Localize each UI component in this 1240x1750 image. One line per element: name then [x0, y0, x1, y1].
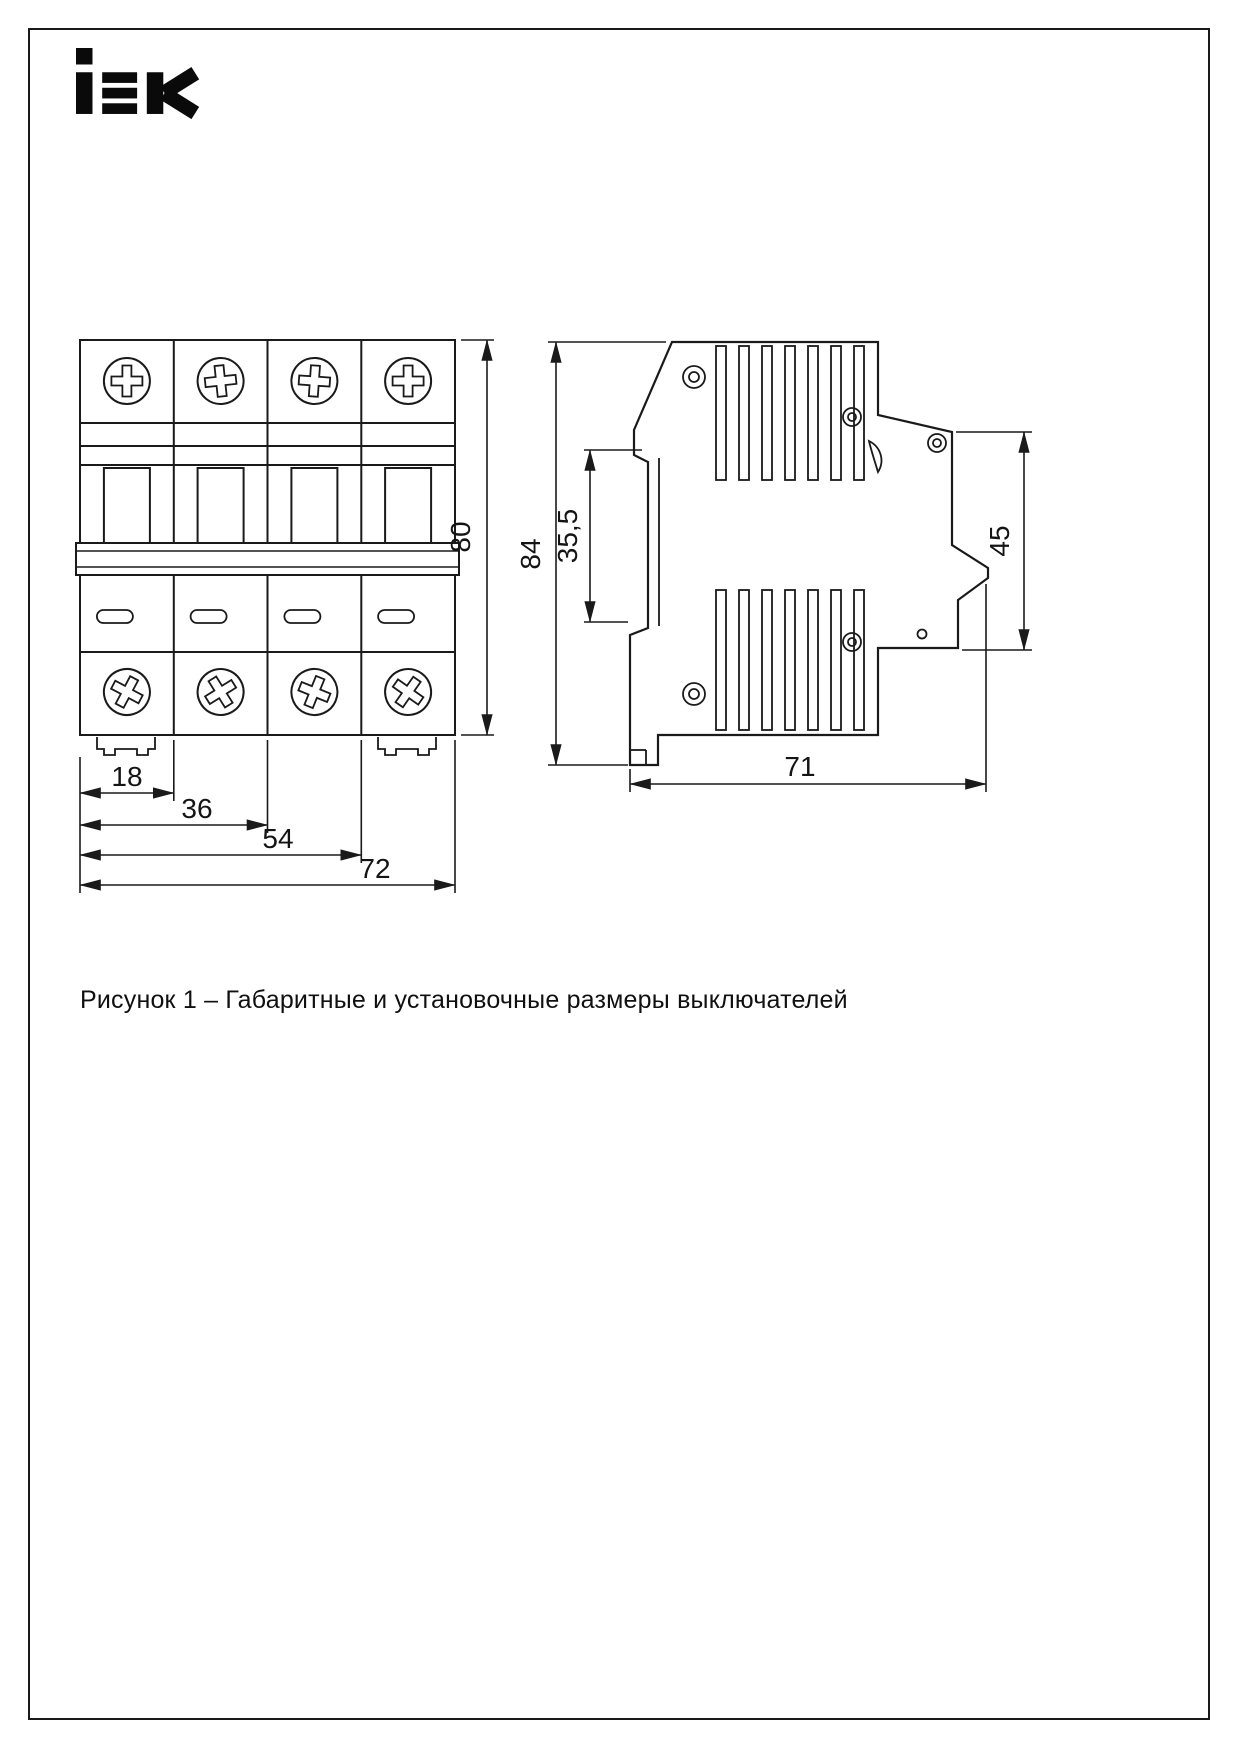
- vent-ribs-bottom: [716, 590, 864, 730]
- dim-label-80: 80: [445, 521, 476, 553]
- dim-label-54: 54: [262, 823, 294, 854]
- din-clips: [97, 737, 436, 755]
- dim-label-45: 45: [984, 525, 1015, 557]
- side-view-drawing: [630, 342, 988, 765]
- iek-logo: [76, 48, 195, 114]
- dim-label-71: 71: [784, 751, 816, 782]
- vent-ribs-top: [716, 346, 864, 480]
- dim-35-5: [584, 450, 642, 622]
- dim-label-84: 84: [515, 538, 546, 570]
- dim-label-35-5: 35,5: [552, 508, 583, 564]
- dim-label-72: 72: [359, 853, 391, 884]
- dim-label-36: 36: [181, 793, 213, 824]
- dim-label-18: 18: [111, 761, 143, 792]
- handle-bar: [76, 543, 459, 575]
- front-view-drawing: [76, 340, 459, 755]
- figure-caption: Рисунок 1 – Габаритные и установочные размеры выключателей: [80, 986, 848, 1014]
